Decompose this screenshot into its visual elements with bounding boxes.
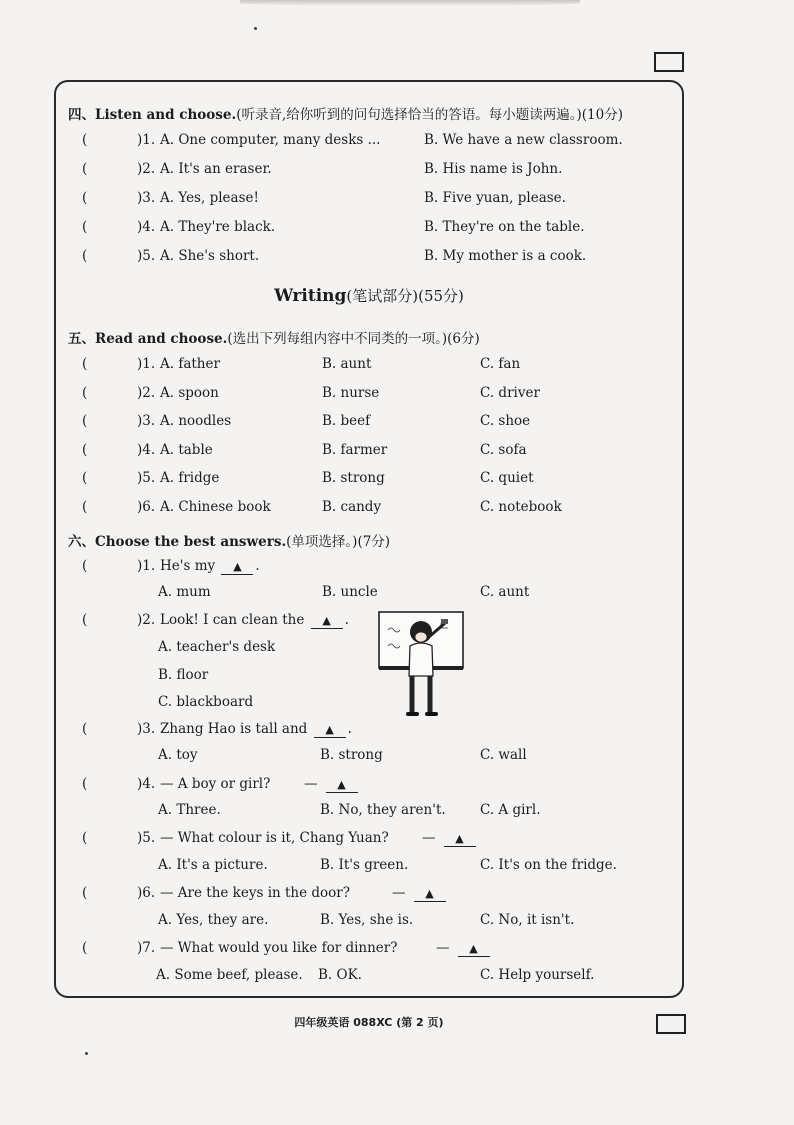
option-a: A. Chinese book xyxy=(160,499,271,515)
answer-paren[interactable]: ( xyxy=(82,219,88,235)
s5-item-2 xyxy=(0,385,794,405)
s4-item-1 xyxy=(0,132,794,152)
s6-q5-options xyxy=(0,857,794,877)
option-b: B. strong xyxy=(322,470,385,486)
option-c: C. aunt xyxy=(480,584,530,600)
writing-heading-en: Writing xyxy=(274,286,347,306)
question-text: He's my xyxy=(160,558,216,574)
question-text: — What colour is it, Chang Yuan? xyxy=(160,830,389,846)
section5-title-cn: (选出下列每组内容中不同类的一项。)(6分) xyxy=(227,331,480,347)
answer-paren[interactable]: ( xyxy=(82,940,88,956)
question-end: . xyxy=(255,558,260,574)
response-dash: — xyxy=(436,940,450,956)
option-b: B. Yes, she is. xyxy=(320,912,414,928)
answer-blank[interactable]: ▲ xyxy=(311,614,343,629)
section4-title xyxy=(68,103,623,123)
answer-paren[interactable]: ( xyxy=(82,161,88,177)
option-c: C. Help yourself. xyxy=(480,967,595,983)
question-number: )5. xyxy=(137,470,156,486)
answer-blank[interactable]: ▲ xyxy=(414,887,446,902)
question-text: — What would you like for dinner? xyxy=(160,940,398,956)
s6-q3 xyxy=(0,721,794,741)
boy-face xyxy=(415,632,427,642)
answer-paren[interactable]: ( xyxy=(82,776,88,792)
answer-paren[interactable]: ( xyxy=(82,413,88,429)
option-c: C. It's on the fridge. xyxy=(480,857,617,873)
question-number: )1. xyxy=(137,132,156,148)
s6-q7-options xyxy=(0,967,794,987)
answer-blank[interactable]: ▲ xyxy=(326,778,358,793)
option-a: A. teacher's desk xyxy=(158,639,276,655)
section6-title-cn: (单项选择。)(7分) xyxy=(286,534,391,550)
option-c: C. sofa xyxy=(480,442,527,458)
question-number: )7. xyxy=(137,940,156,956)
s4-item-3 xyxy=(0,190,794,210)
option-c: C. driver xyxy=(480,385,540,401)
question-number: )2. xyxy=(137,612,156,628)
s6-q1 xyxy=(0,558,794,578)
s4-item-5 xyxy=(0,248,794,268)
question-number: )4. xyxy=(137,219,156,235)
s5-item-6 xyxy=(0,499,794,519)
section4-title-cn: (听录音,给你听到的问句选择恰当的答语。每小题读两遍。)(10分) xyxy=(236,107,623,123)
s6-q6 xyxy=(0,885,794,905)
answer-paren[interactable]: ( xyxy=(82,442,88,458)
answer-paren[interactable]: ( xyxy=(82,558,88,574)
question-end: . xyxy=(347,721,352,737)
option-b: B. aunt xyxy=(322,356,372,372)
boy-cleaning-blackboard-illustration xyxy=(378,610,464,720)
stray-mark xyxy=(85,1052,88,1055)
writing-heading xyxy=(0,285,738,306)
s6-q6-options xyxy=(0,912,794,932)
page-footer: 四年级英语 088XC (第 2 页) xyxy=(294,1016,444,1029)
section6-title xyxy=(68,530,390,550)
answer-blank[interactable]: ▲ xyxy=(221,560,253,575)
option-b: B. uncle xyxy=(322,584,378,600)
question-number: )1. xyxy=(137,356,156,372)
option-a: A. They're black. xyxy=(160,219,276,235)
section4-title-en: 四、Listen and choose. xyxy=(68,107,237,123)
section5-title xyxy=(68,327,480,347)
question-number: )2. xyxy=(137,385,156,401)
option-a: A. Some beef, please. xyxy=(156,967,303,983)
s5-item-4 xyxy=(0,442,794,462)
option-a: A. It's an eraser. xyxy=(160,161,272,177)
option-a: A. father xyxy=(160,356,220,372)
option-a: A. Three. xyxy=(158,802,221,818)
option-a: A. It's a picture. xyxy=(158,857,268,873)
s6-q5 xyxy=(0,830,794,850)
answer-paren[interactable]: ( xyxy=(82,132,88,148)
boy-shirt xyxy=(409,643,433,676)
option-c: C. blackboard xyxy=(158,694,254,710)
s6-q1-options xyxy=(0,584,794,604)
response-dash: — xyxy=(304,776,318,792)
option-b: B. We have a new classroom. xyxy=(424,132,623,148)
option-a: A. Yes, please! xyxy=(160,190,259,206)
s4-item-4 xyxy=(0,219,794,239)
answer-blank[interactable]: ▲ xyxy=(444,832,476,847)
question-number: )3. xyxy=(137,413,156,429)
question-number: )5. xyxy=(137,248,156,264)
option-a: A. mum xyxy=(158,584,211,600)
question-end: . xyxy=(344,612,349,628)
option-b: B. My mother is a cook. xyxy=(424,248,587,264)
answer-paren[interactable]: ( xyxy=(82,721,88,737)
question-number: )2. xyxy=(137,161,156,177)
option-c: C. fan xyxy=(480,356,521,372)
writing-heading-cn: (笔试部分)(55分) xyxy=(346,287,464,305)
option-a: A. noodles xyxy=(160,413,232,429)
answer-paren[interactable]: ( xyxy=(82,356,88,372)
answer-paren[interactable]: ( xyxy=(82,830,88,846)
response-dash: — xyxy=(422,830,436,846)
option-c: C. quiet xyxy=(480,470,534,486)
boy-legs xyxy=(412,676,430,712)
option-c: C. wall xyxy=(480,747,527,763)
option-b: B. floor xyxy=(158,667,209,683)
eraser xyxy=(441,619,448,624)
option-b: B. candy xyxy=(322,499,382,515)
question-text: Look! I can clean the xyxy=(160,612,305,628)
s4-item-2 xyxy=(0,161,794,181)
option-a: A. Yes, they are. xyxy=(158,912,269,928)
question-text: Zhang Hao is tall and xyxy=(160,721,308,737)
corner-box-top xyxy=(654,52,684,72)
s6-q4 xyxy=(0,776,794,796)
question-number: )6. xyxy=(137,885,156,901)
answer-paren[interactable]: ( xyxy=(82,612,88,628)
option-b: B. OK. xyxy=(318,967,362,983)
question-number: )6. xyxy=(137,499,156,515)
option-a: A. toy xyxy=(158,747,198,763)
question-number: )5. xyxy=(137,830,156,846)
s6-q7 xyxy=(0,940,794,960)
answer-paren[interactable]: ( xyxy=(82,499,88,515)
s6-q3-options xyxy=(0,747,794,767)
option-a: A. fridge xyxy=(160,470,220,486)
s5-item-5 xyxy=(0,470,794,490)
option-c: C. No, it isn't. xyxy=(480,912,575,928)
section5-title-en: 五、Read and choose. xyxy=(68,331,228,347)
option-a: A. She's short. xyxy=(160,248,260,264)
question-number: )3. xyxy=(137,721,156,737)
answer-paren[interactable]: ( xyxy=(82,470,88,486)
option-b: B. His name is John. xyxy=(424,161,563,177)
answer-paren[interactable]: ( xyxy=(82,385,88,401)
stray-mark xyxy=(254,27,257,30)
question-number: )3. xyxy=(137,190,156,206)
response-dash: — xyxy=(392,885,406,901)
option-a: A. table xyxy=(160,442,213,458)
option-a: A. One computer, many desks ... xyxy=(160,132,381,148)
question-text: — Are the keys in the door? xyxy=(160,885,350,901)
section6-title-en: 六、Choose the best answers. xyxy=(68,534,287,550)
s6-q4-options xyxy=(0,802,794,822)
option-b: B. It's green. xyxy=(320,857,409,873)
option-b: B. beef xyxy=(322,413,371,429)
answer-paren[interactable]: ( xyxy=(82,248,88,264)
answer-paren[interactable]: ( xyxy=(82,190,88,206)
question-number: )4. xyxy=(137,442,156,458)
option-c: C. shoe xyxy=(480,413,531,429)
option-b: B. No, they aren't. xyxy=(320,802,446,818)
answer-blank[interactable]: ▲ xyxy=(314,723,346,738)
question-number: )4. xyxy=(137,776,156,792)
option-b: B. strong xyxy=(320,747,383,763)
option-b: B. They're on the table. xyxy=(424,219,585,235)
option-b: B. nurse xyxy=(322,385,380,401)
scan-shadow xyxy=(240,0,580,6)
s5-item-1 xyxy=(0,356,794,376)
option-c: C. A girl. xyxy=(480,802,541,818)
question-number: )1. xyxy=(137,558,156,574)
s5-item-3 xyxy=(0,413,794,433)
answer-paren[interactable]: ( xyxy=(82,885,88,901)
option-b: B. Five yuan, please. xyxy=(424,190,566,206)
answer-blank[interactable]: ▲ xyxy=(458,942,490,957)
option-a: A. spoon xyxy=(160,385,219,401)
option-c: C. notebook xyxy=(480,499,562,515)
option-b: B. farmer xyxy=(322,442,388,458)
question-text: — A boy or girl? xyxy=(160,776,271,792)
